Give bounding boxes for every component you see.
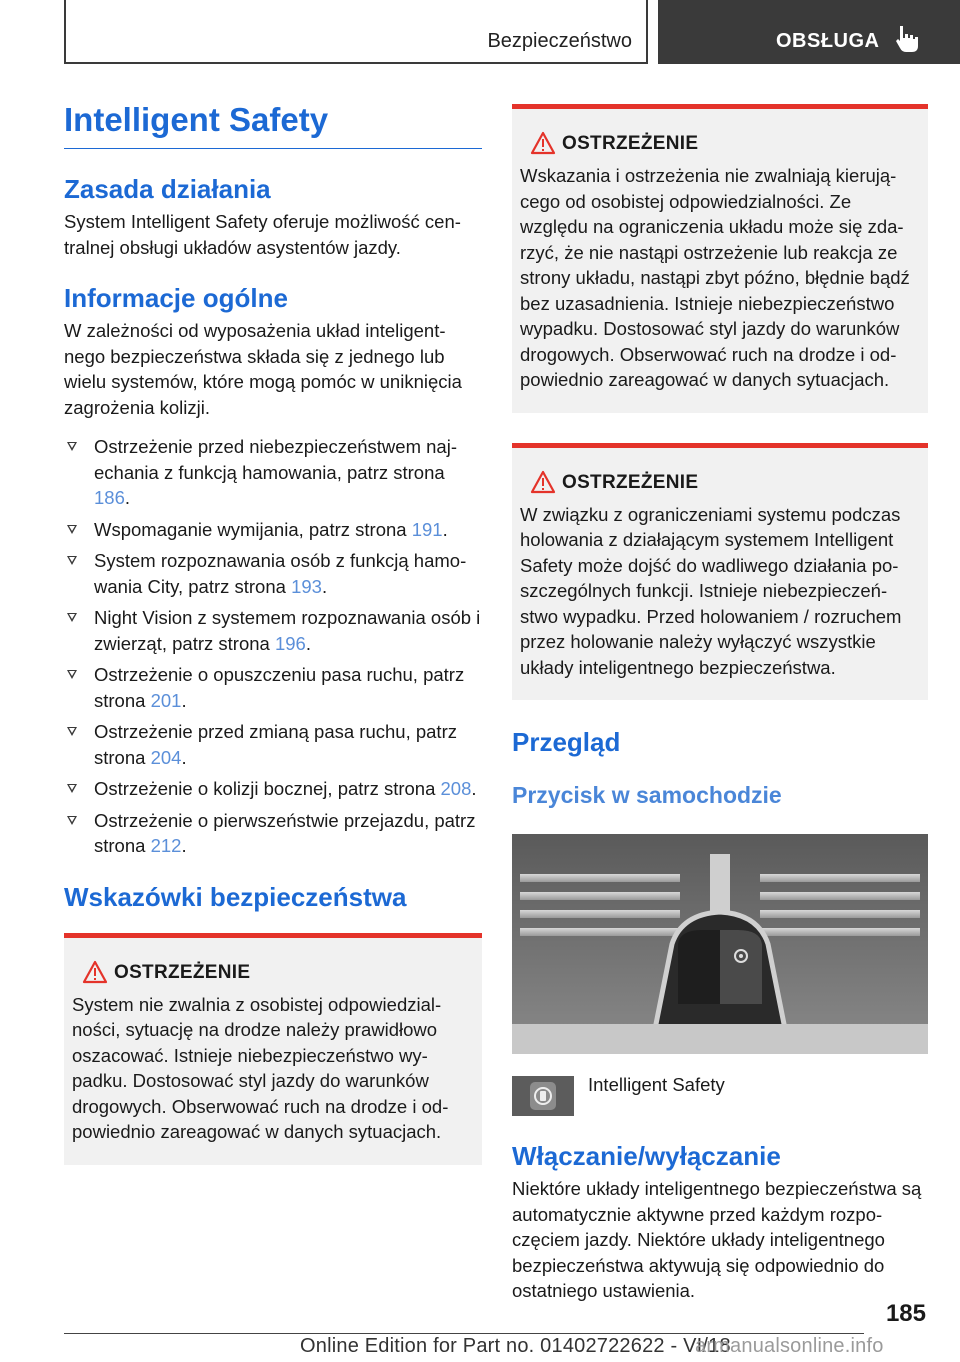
list-item: Ostrzeżenie o pierwszeństwie przejazdu, patrz strona 212. — [64, 808, 482, 859]
warning-text: W związku z ograniczeniami systemu podczas holowania z działającym systemem Intelligent Safety może dojść do wadliwego działania po-szczególnych funkcji. Istnieje niebezpieczeń-stwo wypadku. Przed holowaniem / rozruchem przez holowanie należy wyłączyć wszystkie układy inteligentnego bezpieczeństwa. — [520, 503, 902, 678]
page-link[interactable]: 212 — [150, 835, 182, 856]
warning-triangle-icon — [82, 960, 108, 984]
list-item: System rozpoznawania osób z funkcją hamo-wania City, patrz strona 193. — [64, 548, 482, 599]
list-item: Wspomaganie wymijania, patrz strona 191. — [64, 517, 482, 543]
list-item: Ostrzeżenie o opuszczeniu pasa ruchu, patrz strona 201. — [64, 662, 482, 713]
header-section-title: Bezpieczeństwo — [487, 30, 632, 52]
page-link[interactable]: 201 — [150, 689, 182, 711]
heading-principle: Zasada działania — [64, 174, 271, 204]
figure-caption: Intelligent Safety — [588, 1074, 725, 1095]
warning-box — [512, 104, 928, 413]
paragraph-principle: System Intelligent Safety oferuje możliwość cen-tralnej obsługi układów asystentów jazdy. — [64, 211, 461, 258]
warning-box — [64, 933, 482, 1165]
warning-triangle-icon — [530, 470, 556, 494]
page-link[interactable]: 186 — [94, 487, 125, 508]
page-link[interactable]: 208 — [440, 778, 472, 799]
paragraph-onoff: Niektóre układy inteligentnego bezpieczeństwa są automatycznie aktywne przed każdym rozpo-częciem jazdy. Niektóre układy inteligentnego bezpieczeństwa aktywują się odpowiednio do ostatniego ustawienia. — [512, 1178, 922, 1301]
footer-divider — [64, 1333, 864, 1334]
warning-title: OSTRZEŻENIE — [562, 471, 699, 493]
header-chapter-tab — [658, 0, 960, 64]
header-section-box — [64, 0, 648, 64]
warning-title: OSTRZEŻENIE — [114, 961, 251, 983]
heading-button: Przycisk w samochodzie — [512, 782, 782, 808]
page-number: 185 — [885, 1300, 926, 1327]
header-chapter-title: OBSŁUGA — [776, 30, 880, 52]
list-item: Ostrzeżenie przed niebezpieczeństwem naj-echania z funkcją hamowania, patrz strona 186. — [64, 434, 482, 511]
intelligent-safety-button-icon — [512, 1076, 574, 1116]
car-interior-photo — [512, 834, 928, 1054]
hand-pointer-icon — [894, 24, 922, 54]
warning-triangle-icon — [530, 131, 556, 155]
page-link[interactable]: 204 — [150, 746, 182, 768]
list-item: Ostrzeżenie o kolizji bocznej, patrz strona 208. — [64, 776, 482, 802]
systems-list — [64, 434, 482, 859]
footer-watermark: armanualsonline.info — [695, 1335, 884, 1357]
page-link[interactable]: 191 — [411, 518, 443, 540]
warning-text: System nie zwalnia z osobistej odpowiedzial-ności, sytuację na drodze należy prawidłowo oszacować. Istnieje niebezpieczeństwo wy-padku. Dostosować styl jazdy do warunków drogowych. Obserwować ruch na drodze i od-powiednio zareagować w danych sytuacjach. — [72, 993, 449, 1142]
list-item: Ostrzeżenie przed zmianą pasa ruchu, patrz strona 204. — [64, 719, 482, 770]
warning-box — [512, 443, 928, 701]
heading-onoff: Włączanie/wyłączanie — [512, 1141, 781, 1171]
right-column — [512, 104, 928, 1304]
list-item: Night Vision z systemem rozpoznawania osób i zwierząt, patrz strona 196. — [64, 605, 482, 656]
heading-general: Informacje ogólne — [64, 283, 288, 313]
footer-edition: Online Edition for Part no. 01402722622 - VI/18 — [300, 1335, 731, 1357]
warning-title: OSTRZEŻENIE — [562, 133, 699, 154]
page-title: Intelligent Safety — [64, 100, 482, 149]
page-link[interactable]: 196 — [274, 632, 306, 654]
heading-safety: Wskazówki bezpieczeństwa — [64, 881, 407, 912]
figure-caption-row — [512, 1072, 928, 1116]
paragraph-general: W zależności od wyposażenia układ inteligent-nego bezpieczeństwa składa się z jednego lub wielu systemów, które mogą pomóc w uniknięcia zagrożenia kolizji. — [64, 320, 462, 418]
left-column — [64, 100, 482, 1165]
page-link[interactable]: 193 — [291, 575, 322, 597]
warning-text: Wskazania i ostrzeżenia nie zwalniają kierują-cego od osobistej odpowiedzialności. Ze względu na ograniczenia układu może się zda-rzyć, że nie nastąpi ostrzeżenie lub reakcja ze strony układu, nastąpi zbyt późno, błędnie bądź bez uzasadnienia. Istnieje niebezpieczeństwo wypadku. Dostosować styl jazdy do warunków drogowych. Obserwować ruch na drodze i od-powiednio zareagować w danych sytuacjach. — [520, 165, 910, 390]
heading-overview: Przegląd — [512, 727, 621, 757]
